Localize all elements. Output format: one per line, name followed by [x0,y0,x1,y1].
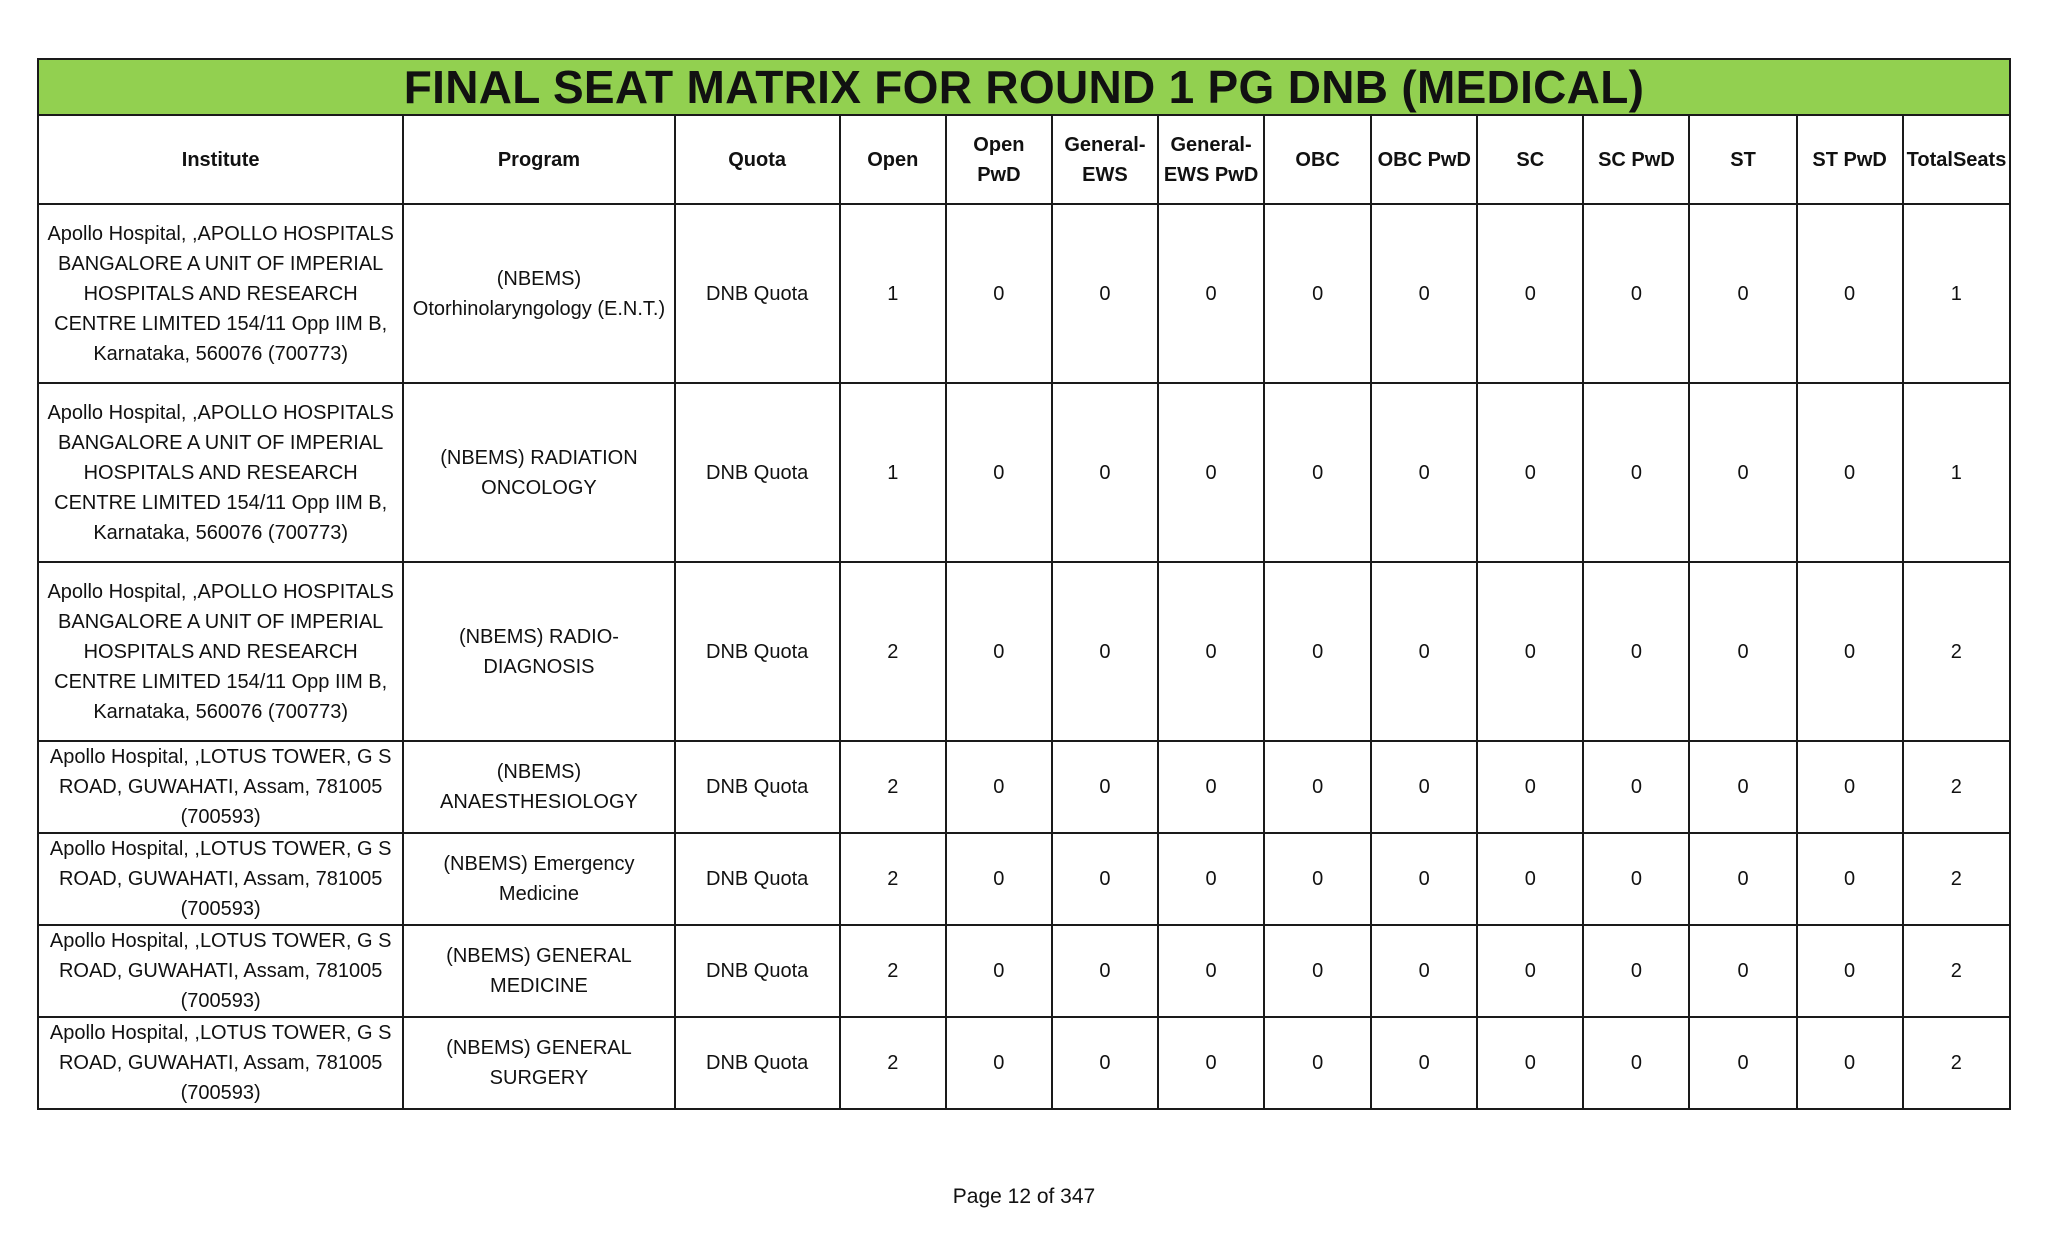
cell-st: 0 [1689,204,1796,383]
cell-st-pwd: 0 [1797,204,1903,383]
column-header-obc: OBC [1264,115,1371,204]
cell-obc: 0 [1264,741,1371,833]
column-header-quota: Quota [675,115,840,204]
cell-open-pwd: 0 [946,741,1052,833]
cell-st-pwd: 0 [1797,925,1903,1017]
column-header-st-pwd: ST PwD [1797,115,1903,204]
cell-program: (NBEMS) Otorhinolaryngology (E.N.T.) [403,204,674,383]
cell-obc: 0 [1264,562,1371,741]
table-row [38,925,2010,1017]
column-header-open-pwd: Open PwD [946,115,1052,204]
cell-st: 0 [1689,833,1796,925]
cell-st: 0 [1689,562,1796,741]
cell-program: (NBEMS) RADIATION ONCOLOGY [403,383,674,562]
cell-quota: DNB Quota [675,383,840,562]
table-row [38,833,2010,925]
cell-st-pwd: 0 [1797,741,1903,833]
cell-institute: Apollo Hospital, ,LOTUS TOWER, G S ROAD, GUWAHATI, Assam, 781005 (700593) [38,1017,403,1109]
cell-institute: Apollo Hospital, ,LOTUS TOWER, G S ROAD, GUWAHATI, Assam, 781005 (700593) [38,925,403,1017]
cell-obc-pwd: 0 [1371,925,1477,1017]
cell-program: (NBEMS) ANAESTHESIOLOGY [403,741,674,833]
cell-program: (NBEMS) GENERAL MEDICINE [403,925,674,1017]
cell-quota: DNB Quota [675,833,840,925]
cell-obc-pwd: 0 [1371,1017,1477,1109]
seat-matrix-table [37,58,2011,1110]
cell-open: 2 [840,1017,946,1109]
cell-st-pwd: 0 [1797,383,1903,562]
cell-obc-pwd: 0 [1371,383,1477,562]
cell-open: 1 [840,204,946,383]
cell-general-ews: 0 [1052,204,1158,383]
table-header-row [38,115,2010,204]
cell-quota: DNB Quota [675,741,840,833]
cell-general-ews-pwd: 0 [1158,833,1264,925]
column-header-program: Program [403,115,674,204]
cell-general-ews-pwd: 0 [1158,204,1264,383]
cell-open: 2 [840,562,946,741]
table-row [38,1017,2010,1109]
cell-obc-pwd: 0 [1371,562,1477,741]
cell-quota: DNB Quota [675,1017,840,1109]
cell-open: 2 [840,925,946,1017]
cell-total-seats: 2 [1903,562,2010,741]
cell-general-ews: 0 [1052,833,1158,925]
column-header-sc: SC [1477,115,1583,204]
cell-sc: 0 [1477,204,1583,383]
cell-general-ews: 0 [1052,562,1158,741]
cell-sc: 0 [1477,833,1583,925]
cell-obc: 0 [1264,383,1371,562]
cell-total-seats: 2 [1903,925,2010,1017]
cell-institute: Apollo Hospital, ,LOTUS TOWER, G S ROAD, GUWAHATI, Assam, 781005 (700593) [38,833,403,925]
cell-quota: DNB Quota [675,204,840,383]
cell-obc: 0 [1264,925,1371,1017]
cell-total-seats: 2 [1903,1017,2010,1109]
cell-institute: Apollo Hospital, ,APOLLO HOSPITALS BANGALORE A UNIT OF IMPERIAL HOSPITALS AND RESEARCH CENTRE LIMITED 154/11 Opp IIM B, Karnataka, 560076 (700773) [38,562,403,741]
table-title: FINAL SEAT MATRIX FOR ROUND 1 PG DNB (MEDICAL) [38,59,2010,115]
column-header-institute: Institute [38,115,403,204]
cell-open-pwd: 0 [946,383,1052,562]
cell-general-ews-pwd: 0 [1158,562,1264,741]
cell-sc: 0 [1477,741,1583,833]
column-header-total-seats: TotalSeats [1903,115,2010,204]
cell-sc: 0 [1477,383,1583,562]
cell-total-seats: 2 [1903,833,2010,925]
cell-institute: Apollo Hospital, ,LOTUS TOWER, G S ROAD, GUWAHATI, Assam, 781005 (700593) [38,741,403,833]
cell-general-ews-pwd: 0 [1158,1017,1264,1109]
cell-open-pwd: 0 [946,1017,1052,1109]
cell-sc-pwd: 0 [1583,741,1689,833]
cell-open-pwd: 0 [946,562,1052,741]
cell-open: 2 [840,741,946,833]
cell-obc-pwd: 0 [1371,741,1477,833]
cell-general-ews-pwd: 0 [1158,383,1264,562]
cell-total-seats: 2 [1903,741,2010,833]
column-header-obc-pwd: OBC PwD [1371,115,1477,204]
cell-obc: 0 [1264,1017,1371,1109]
cell-st-pwd: 0 [1797,562,1903,741]
cell-general-ews: 0 [1052,741,1158,833]
cell-sc-pwd: 0 [1583,383,1689,562]
column-header-open: Open [840,115,946,204]
cell-st: 0 [1689,383,1796,562]
cell-quota: DNB Quota [675,925,840,1017]
column-header-st: ST [1689,115,1796,204]
cell-obc-pwd: 0 [1371,833,1477,925]
cell-sc: 0 [1477,562,1583,741]
cell-st: 0 [1689,925,1796,1017]
cell-program: (NBEMS) Emergency Medicine [403,833,674,925]
seat-matrix-sheet [37,58,2011,1110]
cell-general-ews: 0 [1052,1017,1158,1109]
cell-general-ews-pwd: 0 [1158,925,1264,1017]
cell-sc: 0 [1477,1017,1583,1109]
column-header-sc-pwd: SC PwD [1583,115,1689,204]
cell-obc-pwd: 0 [1371,204,1477,383]
cell-st-pwd: 0 [1797,833,1903,925]
cell-sc-pwd: 0 [1583,925,1689,1017]
cell-open-pwd: 0 [946,204,1052,383]
cell-total-seats: 1 [1903,204,2010,383]
cell-obc: 0 [1264,204,1371,383]
cell-program: (NBEMS) GENERAL SURGERY [403,1017,674,1109]
cell-general-ews: 0 [1052,925,1158,1017]
cell-total-seats: 1 [1903,383,2010,562]
cell-general-ews-pwd: 0 [1158,741,1264,833]
column-header-general-ews-pwd: General-EWS PwD [1158,115,1264,204]
cell-quota: DNB Quota [675,562,840,741]
cell-open: 2 [840,833,946,925]
cell-sc-pwd: 0 [1583,1017,1689,1109]
cell-program: (NBEMS) RADIO-DIAGNOSIS [403,562,674,741]
cell-open-pwd: 0 [946,925,1052,1017]
column-header-general-ews: General-EWS [1052,115,1158,204]
page-number: Page 12 of 347 [952,1185,1096,1208]
cell-open-pwd: 0 [946,833,1052,925]
cell-sc: 0 [1477,925,1583,1017]
cell-sc-pwd: 0 [1583,204,1689,383]
table-row [38,204,2010,383]
cell-st-pwd: 0 [1797,1017,1903,1109]
cell-sc-pwd: 0 [1583,833,1689,925]
cell-obc: 0 [1264,833,1371,925]
cell-institute: Apollo Hospital, ,APOLLO HOSPITALS BANGALORE A UNIT OF IMPERIAL HOSPITALS AND RESEARCH CENTRE LIMITED 154/11 Opp IIM B, Karnataka, 560076 (700773) [38,204,403,383]
cell-sc-pwd: 0 [1583,562,1689,741]
cell-general-ews: 0 [1052,383,1158,562]
table-row [38,741,2010,833]
cell-st: 0 [1689,1017,1796,1109]
table-row [38,383,2010,562]
cell-institute: Apollo Hospital, ,APOLLO HOSPITALS BANGALORE A UNIT OF IMPERIAL HOSPITALS AND RESEARCH CENTRE LIMITED 154/11 Opp IIM B, Karnataka, 560076 (700773) [38,383,403,562]
table-row [38,562,2010,741]
cell-st: 0 [1689,741,1796,833]
cell-open: 1 [840,383,946,562]
